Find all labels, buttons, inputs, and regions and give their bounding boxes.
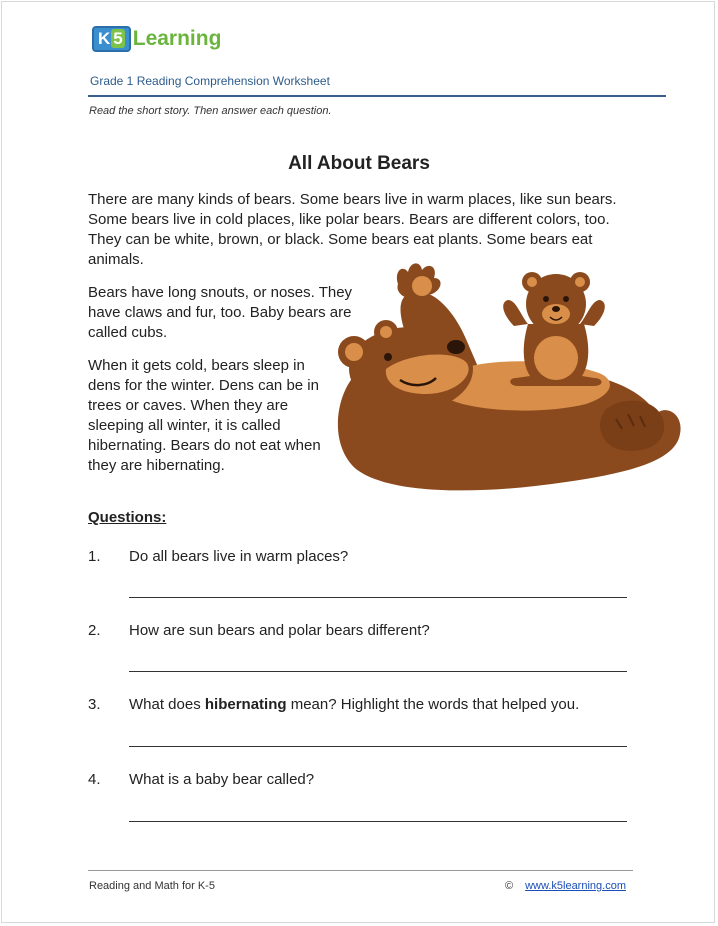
story-title: All About Bears (288, 153, 430, 174)
question-number: 3. (88, 696, 101, 713)
question-number: 4. (88, 771, 101, 788)
header-divider (88, 95, 666, 97)
logo-badge: K 5 (92, 26, 131, 52)
questions-heading: Questions: (88, 509, 167, 526)
story-paragraph-3: When it gets cold, bears sleep in dens for the winter. Dens can be in trees or caves. When they are sleeping all winter, it is called hibernating. Bears do not eat when they are hibernating. (88, 357, 321, 474)
answer-line-2[interactable] (129, 671, 627, 672)
question-text: What is a baby bear called? (129, 771, 315, 788)
footer-tagline: Reading and Math for K-5 (89, 880, 215, 892)
logo-wordmark: Learning (132, 27, 222, 50)
footer-divider (88, 870, 633, 871)
question-text: What does hibernating mean? Highlight the words that helped you. (129, 696, 580, 713)
answer-line-3[interactable] (129, 746, 627, 747)
story-paragraph-2: Bears have long snouts, or noses. They have claws and fur, too. Baby bears are called cubs. (88, 284, 353, 341)
footer-copyright (505, 880, 626, 892)
mother-bear (338, 320, 681, 490)
website-link[interactable]: www.k5learning.com (525, 880, 626, 892)
question-number: 2. (88, 622, 101, 639)
answer-line-1[interactable] (129, 597, 627, 598)
story-paragraph-1: There are many kinds of bears. Some bears live in warm places, like sun bears. Some bears live in cold places, like polar bears. Bears are different colors, too. They can be white, brown, or black. Some bears eat plants. Some bears eat animals. (88, 191, 617, 268)
answer-line-4[interactable] (129, 821, 627, 822)
question-number: 1. (88, 548, 101, 565)
bear-and-cub-illustration (316, 254, 692, 500)
question-text: How are sun bears and polar bears different? (129, 622, 430, 639)
instructions: Read the short story. Then answer each question. (89, 105, 332, 117)
copyright-icon: © (505, 880, 514, 892)
k5-learning-logo[interactable] (92, 24, 221, 54)
worksheet-subtitle: Grade 1 Reading Comprehension Worksheet (90, 74, 330, 88)
question-text: Do all bears live in warm places? (129, 548, 349, 565)
key-word: hibernating (204, 696, 287, 713)
